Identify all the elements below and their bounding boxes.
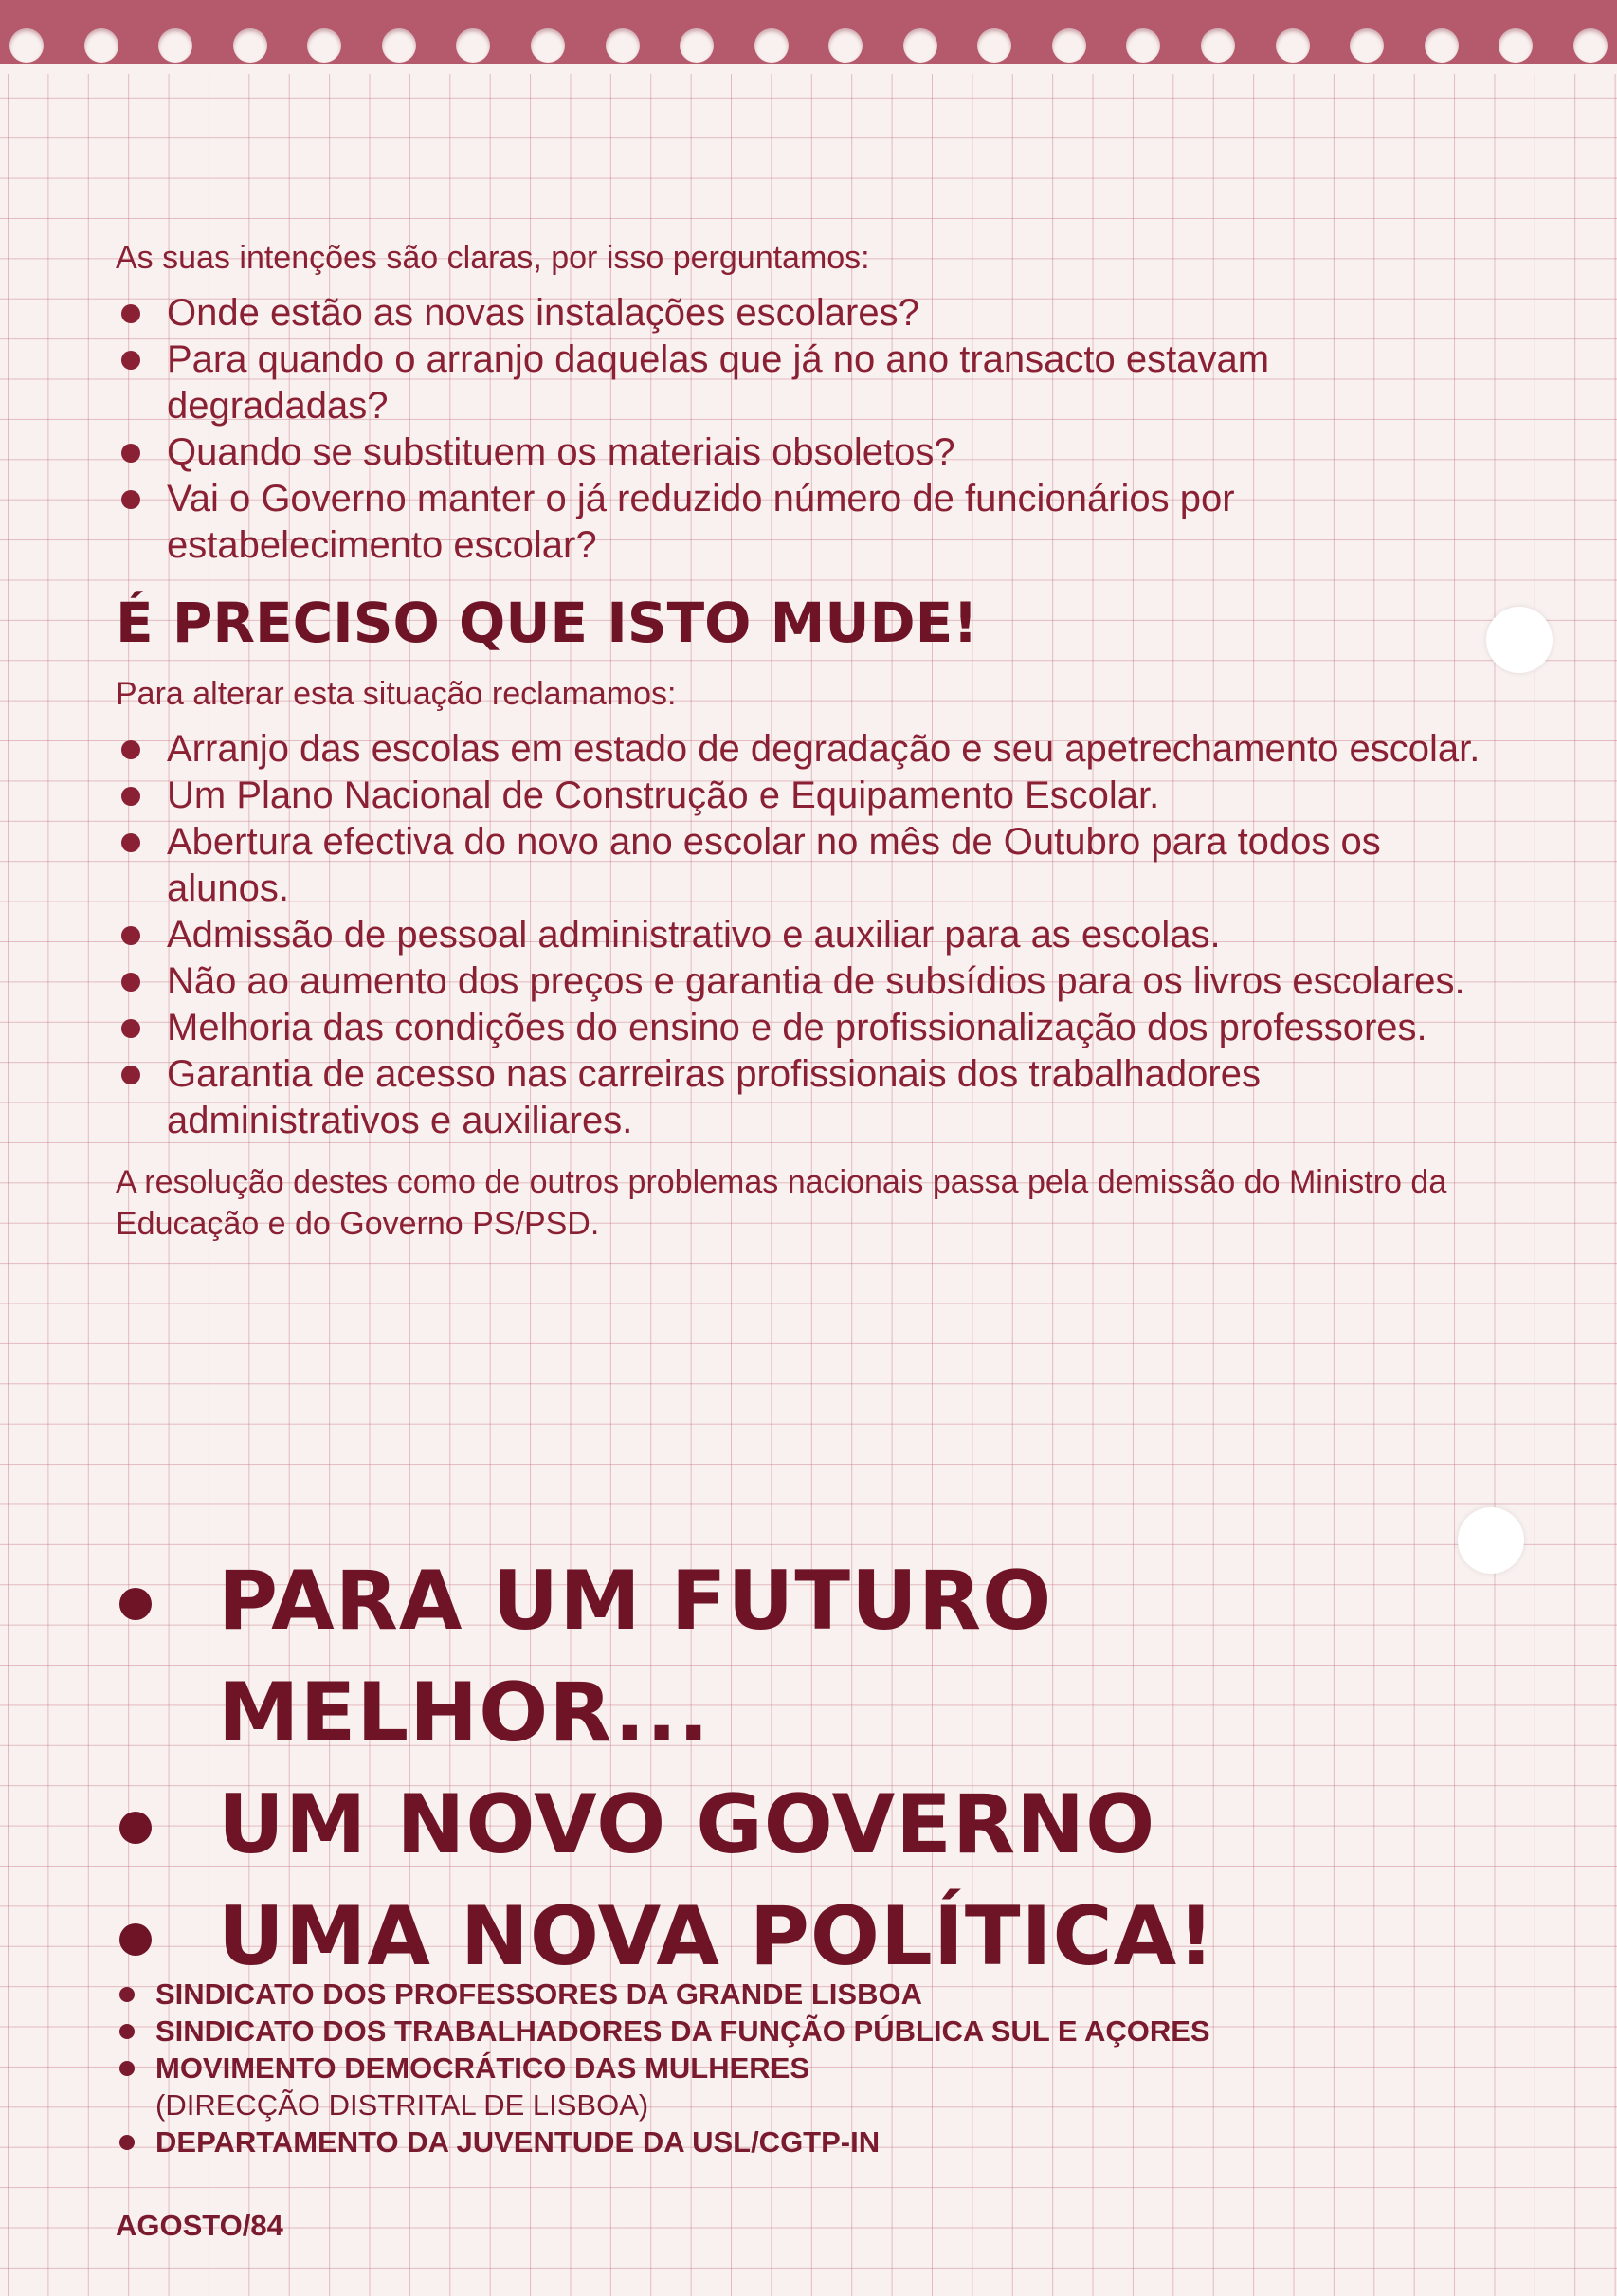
binding-hole (531, 28, 565, 63)
binding-hole (754, 28, 789, 63)
binding-edge (0, 64, 1617, 74)
binding-hole (1126, 28, 1160, 63)
bullet-icon (119, 2135, 135, 2150)
binding-hole (977, 28, 1011, 63)
slogan-item: UM NOVO GOVERNO (112, 1769, 1534, 1881)
binding-hole (828, 28, 863, 63)
bullet-icon (121, 490, 140, 509)
binding-hole (1052, 28, 1086, 63)
binding-hole (9, 28, 44, 63)
binding-hole (1425, 28, 1459, 63)
organizations-list (116, 1976, 1499, 2160)
bullet-icon (119, 1987, 135, 2002)
demands-intro: Para alterar esta situação reclamamos: (116, 676, 677, 712)
binding-hole (1573, 28, 1608, 63)
questions-list (116, 290, 1499, 569)
demand-item: Garantia de acesso nas carreiras profissionais dos trabalhadores administrativos e auxiliares. (116, 1051, 1499, 1144)
binding-hole (233, 28, 267, 63)
slogan-item: PARA UM FUTURO MELHOR... (112, 1545, 1534, 1769)
bullet-icon (119, 2061, 135, 2076)
binding-hole (1201, 28, 1235, 63)
organization-item: SINDICATO DOS TRABALHADORES DA FUNÇÃO PÚBLICA SUL E AÇORES (116, 2013, 1499, 2050)
question-item: Onde estão as novas instalações escolares? (116, 290, 1499, 337)
bullet-icon (119, 1923, 152, 1956)
binding-hole (84, 28, 118, 63)
bullet-icon (119, 1812, 152, 1844)
binding-hole (158, 28, 192, 63)
binding-hole (382, 28, 416, 63)
bullet-icon (121, 444, 140, 463)
bullet-icon (121, 973, 140, 992)
date-stamp: AGOSTO/84 (116, 2209, 283, 2242)
bullet-icon (121, 740, 140, 759)
demand-item: Não ao aumento dos preços e garantia de subsídios para os livros escolares. (116, 958, 1499, 1005)
demand-item: Admissão de pessoal administrativo e auxiliar para as escolas. (116, 912, 1499, 958)
main-heading: É PRECISO QUE ISTO MUDE! (116, 591, 978, 655)
demand-item: Melhoria das condições do ensino e de profissionalização dos professores. (116, 1005, 1499, 1051)
organization-item: DEPARTAMENTO DA JUVENTUDE DA USL/CGTP-IN (116, 2123, 1499, 2160)
organization-subtitle: (DIRECÇÃO DISTRITAL DE LISBOA) (155, 2088, 649, 2122)
binding-hole (1276, 28, 1310, 63)
question-item: Vai o Governo manter o já reduzido número de funcionários por estabelecimento escolar? (116, 476, 1499, 569)
closing-paragraph: A resolução destes como de outros problemas nacionais passa pela demissão do Ministro da Educação e do Governo PS/PSD. (116, 1164, 1447, 1242)
question-item: Quando se substituem os materiais obsoletos? (116, 429, 1499, 476)
slogan-item: UMA NOVA POLÍTICA! (112, 1881, 1534, 1993)
binding-hole (1350, 28, 1384, 63)
binding-hole (1499, 28, 1533, 63)
binding-hole (680, 28, 714, 63)
bullet-icon (121, 787, 140, 806)
binding-hole (903, 28, 937, 63)
bullet-icon (121, 1019, 140, 1038)
bullet-icon (121, 304, 140, 323)
demands-list (116, 726, 1499, 1144)
demand-item: Um Plano Nacional de Construção e Equipamento Escolar. (116, 773, 1499, 819)
bullet-icon (119, 2024, 135, 2039)
demand-item: Abertura efectiva do novo ano escolar no mês de Outubro para todos os alunos. (116, 819, 1499, 912)
bullet-icon (119, 1588, 152, 1620)
slogans-list (112, 1545, 1534, 1993)
binding-hole (307, 28, 341, 63)
questions-intro: As suas intenções são claras, por isso perguntamos: (116, 240, 870, 276)
organization-item: MOVIMENTO DEMOCRÁTICO DAS MULHERES (DIRECÇÃO DISTRITAL DE LISBOA) (116, 2050, 1499, 2123)
bullet-icon (121, 833, 140, 852)
organization-item: SINDICATO DOS PROFESSORES DA GRANDE LISBOA (116, 1976, 1499, 2013)
spiral-binding-strip (0, 0, 1617, 74)
flyer-body (116, 237, 1499, 1277)
bullet-icon (121, 1066, 140, 1084)
bullet-icon (121, 926, 140, 945)
question-item: Para quando o arranjo daquelas que já no ano transacto estavam degradadas? (116, 337, 1499, 429)
binding-hole (606, 28, 640, 63)
demand-item: Arranjo das escolas em estado de degradação e seu apetrechamento escolar. (116, 726, 1499, 773)
bullet-icon (121, 351, 140, 370)
binding-hole (456, 28, 490, 63)
